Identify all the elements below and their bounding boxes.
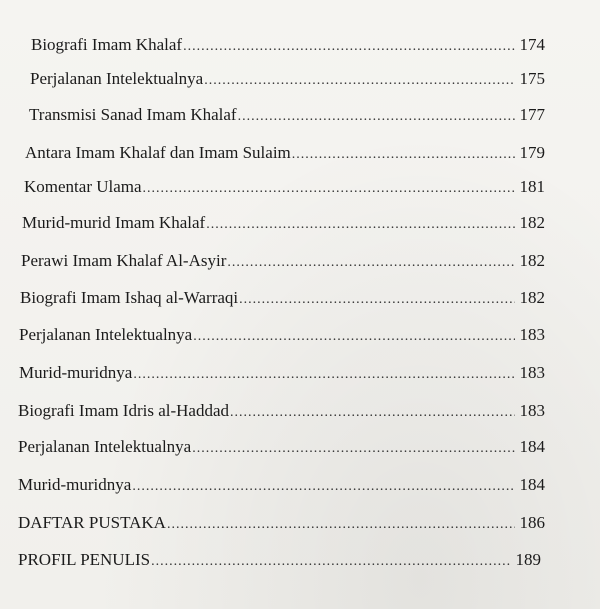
toc-dot-leader — [227, 252, 515, 274]
toc-entry-title: Transmisi Sanad Imam Khalaf — [29, 105, 237, 124]
toc-entry-title: Biografi Imam Ishaq al-Warraqi — [20, 288, 239, 307]
toc-entry — [25, 142, 545, 166]
toc-dot-leader — [193, 326, 515, 348]
toc-entry — [20, 287, 545, 311]
toc-entry-page: 179 — [519, 143, 545, 162]
toc-dot-leader — [132, 476, 515, 498]
toc-entry — [18, 549, 541, 573]
toc-entry-page: 182 — [519, 251, 545, 270]
toc-entry — [19, 362, 545, 386]
toc-entry — [18, 436, 545, 460]
toc-entry-page: 186 — [519, 513, 545, 532]
toc-dot-leader — [238, 106, 515, 128]
toc-dot-leader — [183, 36, 515, 58]
toc-entry-page: 183 — [519, 363, 545, 382]
toc-entry-page: 184 — [519, 437, 545, 456]
toc-entry-page: 182 — [519, 213, 545, 232]
toc-entry-title: DAFTAR PUSTAKA — [18, 513, 166, 532]
toc-dot-leader — [292, 144, 515, 166]
toc-dot-leader — [192, 438, 515, 460]
toc-dot-leader — [230, 402, 515, 424]
toc-dot-leader — [204, 70, 515, 92]
toc-dot-leader — [167, 514, 515, 536]
toc-entry — [18, 400, 545, 424]
toc-entry-title: Biografi Imam Khalaf — [31, 35, 183, 54]
toc-entry-page: 189 — [515, 550, 541, 569]
toc-entry-page: 182 — [519, 288, 545, 307]
toc-entry-title: Biografi Imam Idris al-Haddad — [18, 401, 230, 420]
toc-entry-title: Murid-muridnya — [19, 363, 133, 382]
toc-entry-page: 174 — [519, 35, 545, 54]
toc-entry — [31, 34, 545, 58]
toc-entry-title: PROFIL PENULIS — [18, 550, 151, 569]
toc-entry-title: Murid-muridnya — [18, 475, 132, 494]
toc-entry — [22, 212, 545, 236]
toc-entry-page: 175 — [519, 69, 545, 88]
toc-entry — [21, 250, 545, 274]
toc-entry-page: 183 — [519, 325, 545, 344]
toc-entry-title: Perjalanan Intelektualnya — [19, 325, 193, 344]
toc-entry-title: Perjalanan Intelektualnya — [18, 437, 192, 456]
toc-entry — [18, 474, 545, 498]
toc-entry-page: 181 — [519, 177, 545, 196]
toc-entry — [18, 512, 545, 536]
toc-dot-leader — [143, 178, 515, 200]
toc-entry-title: Murid-murid Imam Khalaf — [22, 213, 206, 232]
toc-entry-title: Perawi Imam Khalaf Al-Asyir — [21, 251, 227, 270]
toc-entry-title: Antara Imam Khalaf dan Imam Sulaim — [25, 143, 291, 162]
toc-entry-title: Perjalanan Intelektualnya — [30, 69, 204, 88]
toc-entry-page: 177 — [519, 105, 545, 124]
toc-dot-leader — [151, 551, 511, 573]
toc-dot-leader — [133, 364, 515, 386]
toc-entry — [24, 176, 545, 200]
toc-entry-page: 183 — [519, 401, 545, 420]
toc-entry-page: 184 — [519, 475, 545, 494]
toc-dot-leader — [239, 289, 515, 311]
toc-dot-leader — [206, 214, 515, 236]
toc-entry — [29, 104, 545, 128]
toc-entry — [19, 324, 545, 348]
toc-entry — [30, 68, 545, 92]
toc-entry-title: Komentar Ulama — [24, 177, 142, 196]
